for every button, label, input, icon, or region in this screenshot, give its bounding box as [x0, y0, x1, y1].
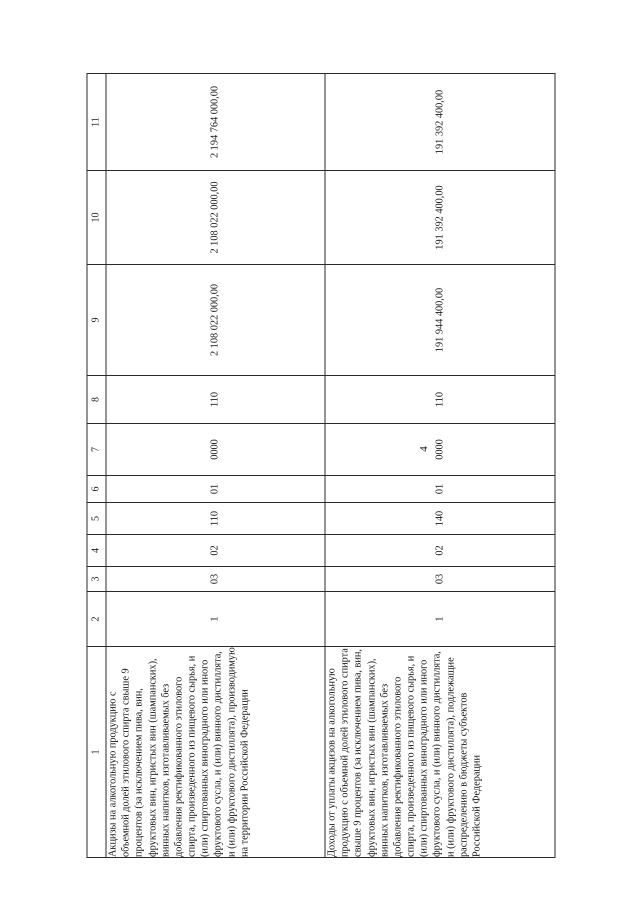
code-cell: 03 — [325, 567, 555, 592]
header-cell: 4 — [87, 535, 106, 567]
table-row — [106, 74, 325, 858]
code-cell: 110 — [106, 503, 325, 535]
header-cell: 11 — [87, 74, 106, 171]
code-cell: 1 — [106, 592, 325, 647]
table-row — [325, 74, 555, 858]
code-cell: 01 — [325, 476, 555, 503]
row-description: Доходы от уплаты акцизов на алкогольную продукцию с объемной долей этилового спирта свыше 9 процентов (за исключением пива, вин, фруктовых вин, игристых вин (шампанских), винных напитков, изготавливаемых без добавления ректификованного этилового спирта, произведенного из пищевого сырья, и (или) спиртованных виноградного или иного фруктового сусла, и (или) винного дистиллята, и (или) фруктового дистиллята), подлежащие распределению в бюджеты субъектов Российской Федерации — [325, 647, 555, 858]
code-cell: 110 — [325, 376, 555, 424]
header-cell: 1 — [87, 647, 106, 858]
header-cell: 5 — [87, 503, 106, 535]
code-cell: 110 — [106, 376, 325, 424]
code-cell: 0000 — [325, 424, 555, 476]
budget-table — [87, 73, 556, 858]
code-cell: 01 — [106, 476, 325, 503]
code-cell: 0000 — [106, 424, 325, 476]
amount-cell: 2 108 022 000,00 — [106, 265, 325, 376]
amount-cell: 191 944 400,00 — [325, 265, 555, 376]
header-cell: 7 — [87, 424, 106, 476]
row-description: Акцизы на алкогольную продукцию с объемной долей этилового спирта свыше 9 процентов (за исключением пива, вин, фруктовых вин, игристых вин (шампанских), винных напитков, изготавливаемых без добавления ректификованного этилового спирта, произведенного из пищевого сырья, и (или) спиртованных виноградного или иного фруктового сусла, и (или) винного дистиллята, и (или) фруктового дистиллята), производимую на территории Российской Федерации — [106, 647, 325, 858]
header-cell: 3 — [87, 567, 106, 592]
table-container — [87, 74, 554, 858]
page-number: 4 — [418, 446, 430, 452]
amount-cell: 2 108 022 000,00 — [106, 171, 325, 265]
amount-cell: 2 194 764 000,00 — [106, 74, 325, 171]
header-row — [87, 74, 106, 858]
code-cell: 1 — [325, 592, 555, 647]
code-cell: 02 — [106, 535, 325, 567]
header-cell: 8 — [87, 376, 106, 424]
header-cell: 2 — [87, 592, 106, 647]
code-cell: 02 — [325, 535, 555, 567]
amount-cell: 191 392 400,00 — [325, 74, 555, 171]
code-cell: 03 — [106, 567, 325, 592]
header-cell: 6 — [87, 476, 106, 503]
header-cell: 10 — [87, 171, 106, 265]
header-cell: 9 — [87, 265, 106, 376]
amount-cell: 191 392 400,00 — [325, 171, 555, 265]
code-cell: 140 — [325, 503, 555, 535]
